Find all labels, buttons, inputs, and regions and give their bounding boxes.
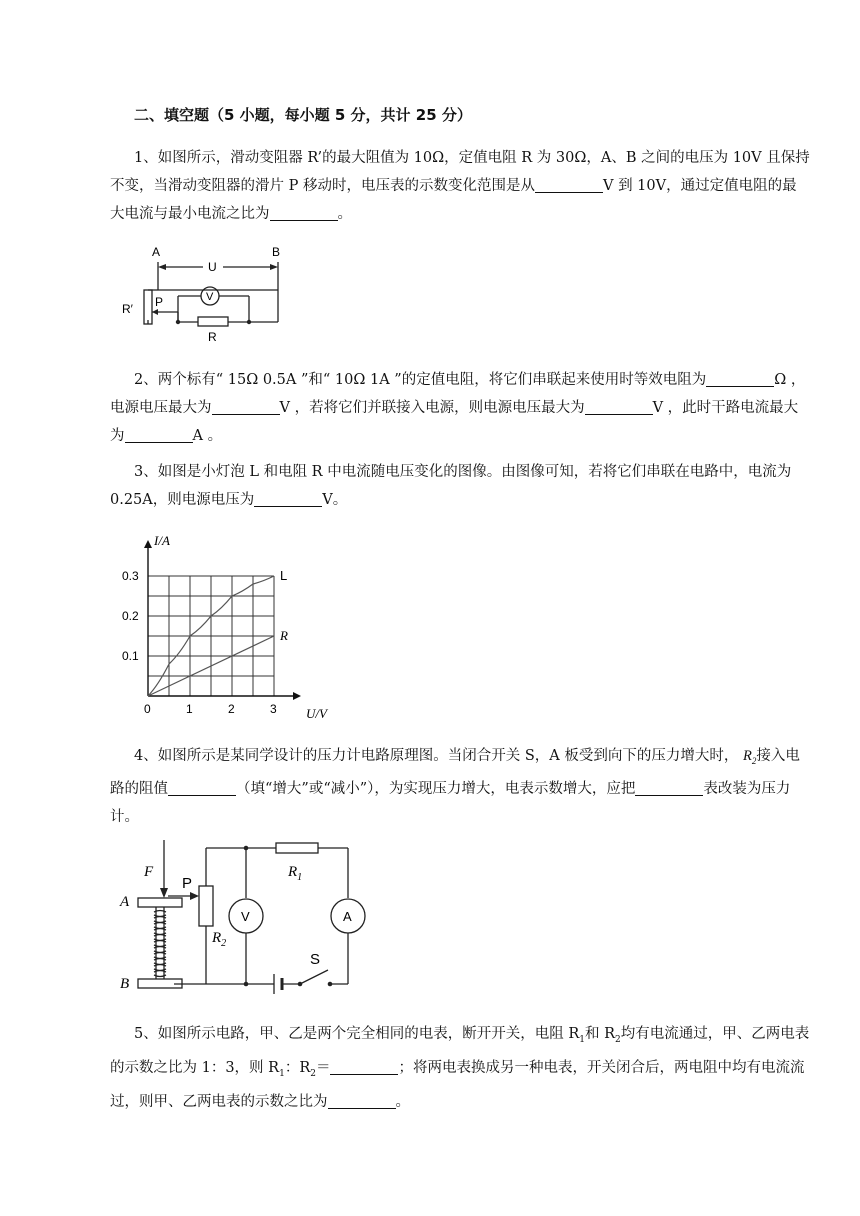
q4-circuit-diagram xyxy=(116,836,386,1004)
q1-label-rp: R′ xyxy=(122,302,133,316)
q2-text-b: Ω ，电源电压最大为 xyxy=(110,372,806,416)
y-axis-arrow xyxy=(144,540,152,548)
q2-blank-4[interactable] xyxy=(125,426,193,443)
q5-text-e: ＝ xyxy=(315,1059,331,1076)
chart-tick-labels xyxy=(122,569,277,716)
q4-label-a: A xyxy=(120,894,130,910)
question-2 xyxy=(110,366,810,450)
q1-label-a: A xyxy=(152,245,161,259)
q4-voltmeter-label: V xyxy=(241,909,250,924)
x-tick-label: 3 xyxy=(270,702,277,716)
q4-blank-1[interactable] xyxy=(168,779,236,796)
x-tick-label: 0 xyxy=(144,702,151,716)
q1-circuit-diagram xyxy=(118,238,298,348)
x-axis-arrow xyxy=(293,692,301,700)
q3-text-b: V。 xyxy=(322,492,348,508)
q4-text-a: 4、如图所示是某同学设计的压力计电路原理图。当闭合开关 S，A 板受到向下的压力增大时， xyxy=(134,748,739,764)
q4-r2-symbol: $R_2$ xyxy=(742,748,757,766)
y-tick-label: 0.3 xyxy=(122,569,139,583)
q1-voltmeter-label: V xyxy=(206,291,214,303)
q2-text-e: A 。 xyxy=(192,428,223,444)
q4-ammeter-label: A xyxy=(343,909,352,924)
q5-text-d: ：R xyxy=(284,1059,311,1076)
q3-iu-chart xyxy=(118,530,338,726)
q3-text-a: 3、如图是小灯泡 L 和电阻 R 中电流随电压变化的图像。由图像可知，若将它们串联在电路中，电流为 0.25A，则电源电压为 xyxy=(110,464,792,508)
q1-label-p: P xyxy=(155,295,164,309)
question-5: 5、如图所示电路，甲、乙是两个完全相同的电表，断开开关，电阻 $R_1$和 $R_2$均有电流通过，甲、乙两电表的示数之比为 1：3，则 $R_1$：$R_2=$ ；将两电表换成另一种电表，开关闭合后，两电阻中均有电流流过，则甲、乙两电表的示数之比为 。 xyxy=(110,1026,810,1110)
q2-text-a: 2、两个标有“ 15Ω 0.5A ”和“ 10Ω 1A ”的定值电阻，将它们串联起来使用时等效电阻为 xyxy=(134,372,707,388)
q4-label-b: B xyxy=(120,976,130,992)
question-1 xyxy=(110,144,810,228)
q2-text-d: V ，此时干路电流最大为 xyxy=(110,400,799,444)
q4-label-s: S xyxy=(310,951,321,968)
question-3 xyxy=(110,458,810,514)
q4-label-f: F xyxy=(144,864,154,880)
question-4 xyxy=(110,742,810,831)
q5-text-g: 。 xyxy=(395,1093,410,1110)
section-title: 二、填空题（5 小题，每小题 5 分，共计 25 分） xyxy=(134,106,472,124)
q2-text-c: V ，若将它们并联接入电源，则电源电压最大为 xyxy=(279,400,585,416)
chart-ylabel: I/A xyxy=(154,533,170,548)
x-tick-label: 1 xyxy=(186,702,193,716)
q4-text-b: 接入电路的阻值 xyxy=(110,748,800,797)
q1-blank-2[interactable] xyxy=(270,204,338,221)
q1-text-b: V 到 10V，通过定值电阻的最大电流与最小电流之比为 xyxy=(110,178,797,222)
q2-blank-3[interactable] xyxy=(585,398,653,415)
y-tick-label: 0.1 xyxy=(122,649,139,663)
q5-blank-2[interactable] xyxy=(328,1092,396,1109)
q1-blank-1[interactable] xyxy=(535,176,603,193)
q4-label-r2: $R_2$ xyxy=(212,930,227,949)
q4-text-c: （填“增大”或“减小”），为实现压力增大，电表示数增大，应把 xyxy=(236,780,636,797)
q5-text-c: 均有电流通过，甲、乙两电表的示数之比为 1：3，则 R xyxy=(110,1026,810,1076)
chart-grid xyxy=(148,576,274,696)
q4-text-d: 表改装为压力计。 xyxy=(110,780,791,825)
q5-text-a: 5、如图所示电路，甲、乙是两个完全相同的电表，断开开关，电阻 R xyxy=(134,1026,580,1042)
q2-blank-1[interactable] xyxy=(706,370,774,387)
q5-blank-1[interactable] xyxy=(330,1058,398,1075)
q1-label-u: U xyxy=(208,260,217,274)
q5-text-f: ；将两电表换成另一种电表，开关闭合后，两电阻中均有电流流过，则甲、乙两电表的示数之比为 xyxy=(110,1059,805,1110)
chart-xlabel: U/V xyxy=(306,706,327,721)
series-label-L: L xyxy=(280,568,288,583)
q5-text-b: 和 R xyxy=(584,1026,616,1042)
q4-label-r1: $R_1$ xyxy=(288,864,303,883)
q3-blank-1[interactable] xyxy=(254,490,322,507)
y-tick-label: 0.2 xyxy=(122,609,139,623)
x-tick-label: 2 xyxy=(228,702,235,716)
q1-text-c: 。 xyxy=(337,206,352,222)
series-label-R: R xyxy=(280,628,288,643)
q1-label-r: R xyxy=(208,330,217,344)
q1-label-b: B xyxy=(272,245,281,259)
q2-blank-2[interactable] xyxy=(212,398,280,415)
q1-text-a: 1、如图所示，滑动变阻器 R’的最大阻值为 10Ω，定值电阻 R 为 30Ω，A、B 之间的电压为 10V 且保持不变，当滑动变阻器的滑片 P 移动时，电压表的示数变化范围是从 xyxy=(110,150,810,194)
q4-blank-2[interactable] xyxy=(635,779,703,796)
q4-label-p: P xyxy=(182,875,193,892)
